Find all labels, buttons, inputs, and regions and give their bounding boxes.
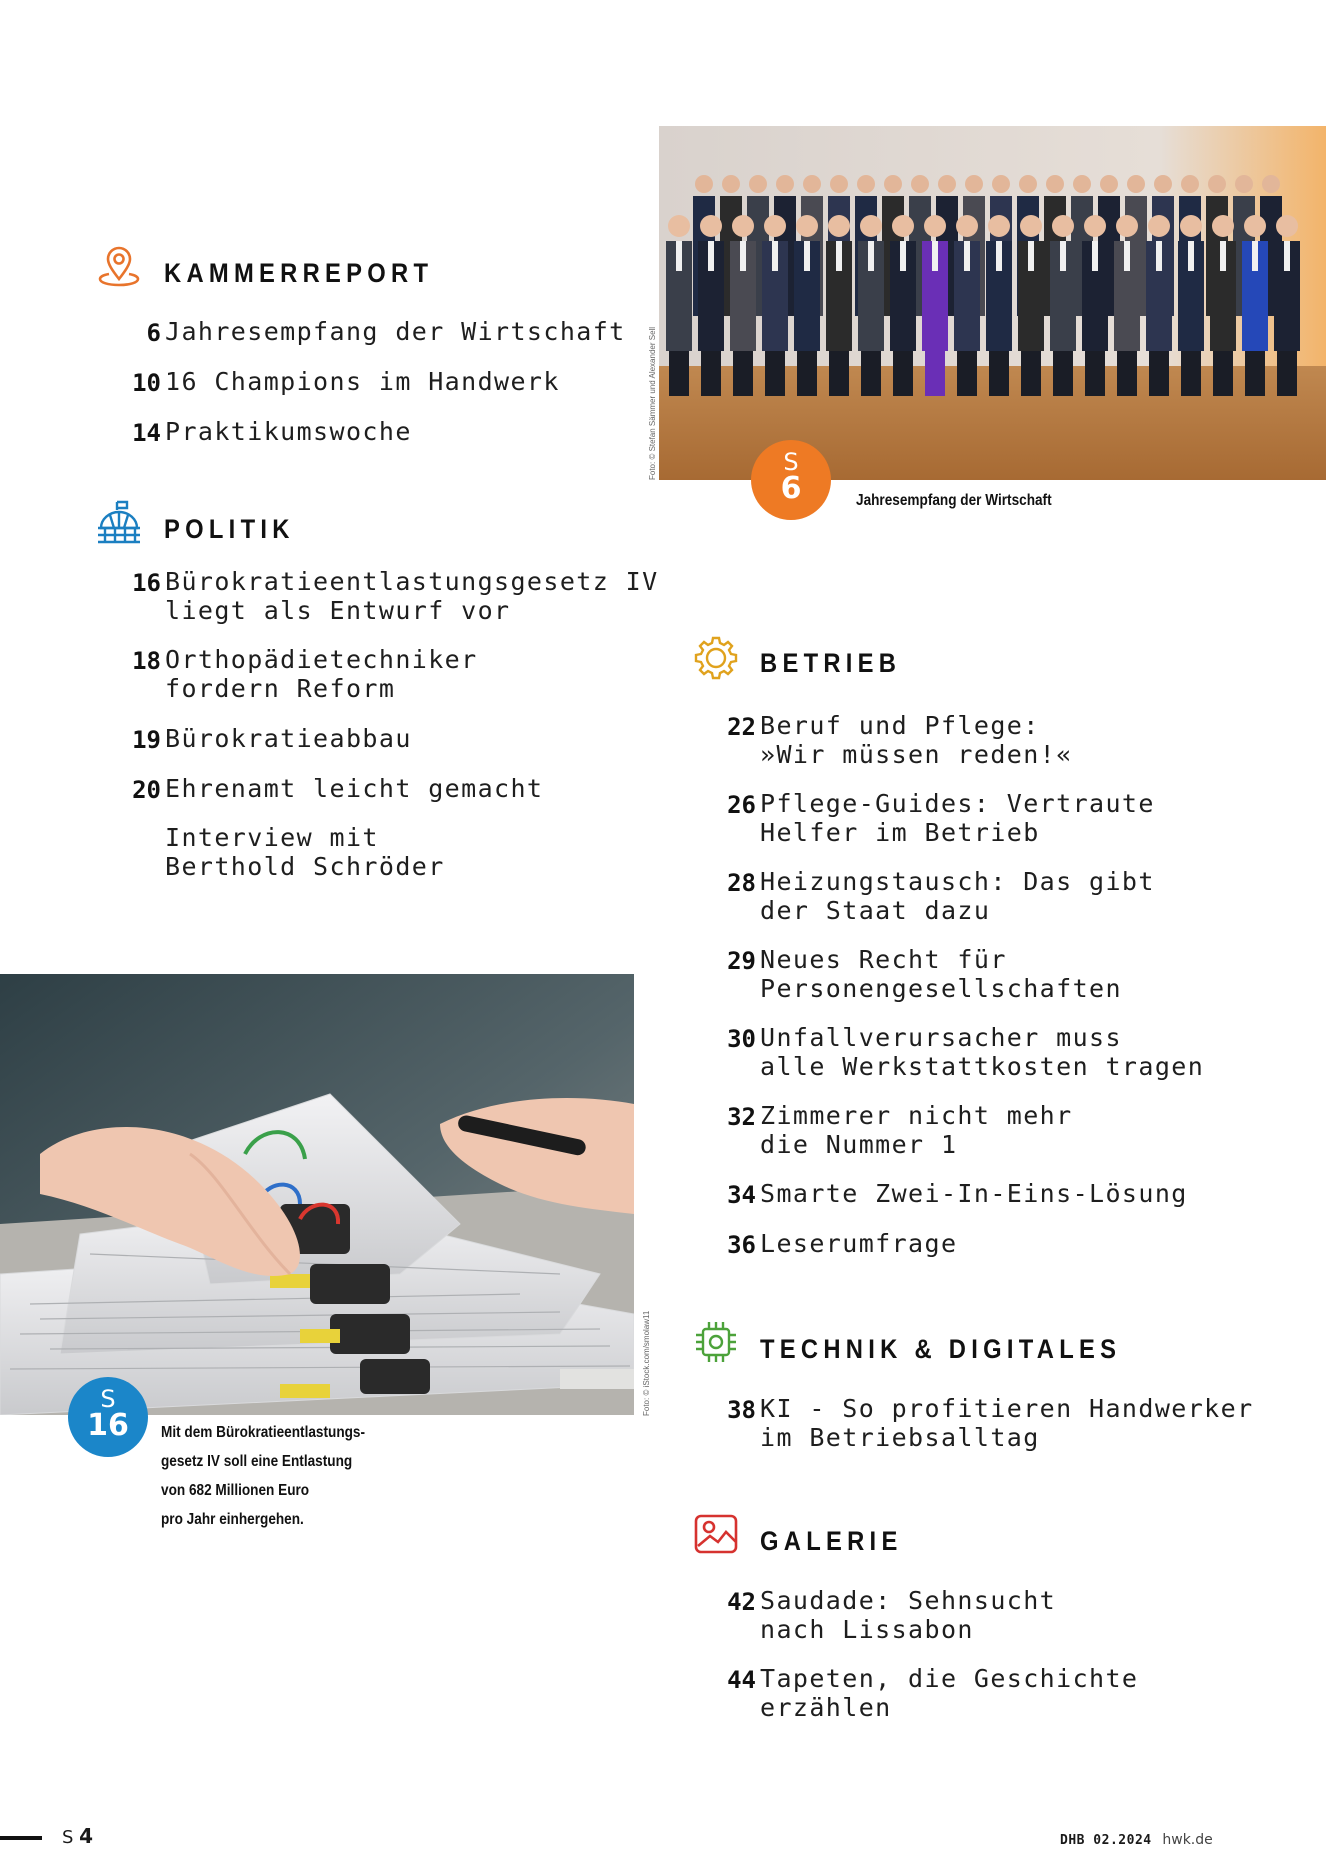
footer-page-number: 4	[79, 1824, 94, 1848]
toc-page-number: 36	[727, 1231, 756, 1259]
photo-credit-top: Foto: © Stefan Sämmer und Alexander Sell	[648, 326, 657, 480]
toc-entry-title: Tapeten, die Geschichte erzählen	[760, 1664, 1139, 1722]
section-title-kammerreport: KAMMERREPORT	[164, 258, 434, 288]
gear-icon	[692, 634, 740, 682]
toc-page-number: 14	[132, 419, 161, 447]
toc-entry-title: Neues Recht für Personengesellschaften	[760, 945, 1122, 1003]
toc-entry-title: Beruf und Pflege: »Wir müssen reden!«	[760, 711, 1073, 769]
toc-page-number: 30	[727, 1025, 756, 1053]
footer-page-indicator	[62, 1824, 93, 1848]
reception-group-photo	[659, 126, 1326, 480]
toc-page-number: 32	[727, 1103, 756, 1131]
badge-s-label: S	[783, 448, 799, 476]
photo-caption-left: Mit dem Bürokratieentlastungs- gesetz IV soll eine Entlastung von 682 Millionen Euro pro Jahr einhergehen.	[161, 1424, 366, 1528]
toc-page-number: 19	[132, 726, 161, 754]
toc-entry-title: Pflege-Guides: Vertraute Helfer im Betrieb	[760, 789, 1155, 847]
chip-icon	[692, 1318, 740, 1366]
section-title-galerie: GALERIE	[760, 1526, 903, 1556]
photo-credit-left: Foto: © iStock.com/smolaw11	[642, 1310, 651, 1416]
page-badge-s6[interactable]	[751, 440, 831, 520]
toc-entry-title: Leserumfrage	[760, 1229, 958, 1258]
footer-issue	[1060, 1830, 1213, 1848]
toc-page-number: 20	[132, 776, 161, 804]
footer-site: hwk.de	[1162, 1832, 1213, 1848]
footer-issue-label: DHB 02.2024	[1060, 1833, 1152, 1848]
toc-page-number: 16	[132, 569, 161, 597]
toc-entry-title: Bürokratieabbau	[165, 724, 412, 753]
section-title-technik: TECHNIK & DIGITALES	[760, 1334, 1122, 1364]
toc-entry-title: Orthopädietechniker fordern Reform	[165, 645, 478, 703]
toc-page-number: 38	[727, 1396, 756, 1424]
toc-entry-title: Zimmerer nicht mehr die Nummer 1	[760, 1101, 1073, 1159]
toc-page-number: 28	[727, 869, 756, 897]
toc-page-number: 18	[132, 647, 161, 675]
toc-entry-title: Saudade: Sehnsucht nach Lissabon	[760, 1586, 1057, 1644]
toc-entry-title: Jahresempfang der Wirtschaft	[165, 317, 626, 346]
toc-entry-title: Smarte Zwei-In-Eins-Lösung	[760, 1179, 1188, 1208]
badge-s-label: S	[100, 1385, 116, 1413]
footer-page-s: S	[62, 1827, 74, 1848]
toc-page-number: 10	[132, 369, 161, 397]
toc-entry-title: Ehrenamt leicht gemacht	[165, 774, 544, 803]
map-pin-icon	[95, 243, 143, 291]
section-title-politik: POLITIK	[164, 514, 295, 544]
section-title-betrieb: BETRIEB	[760, 648, 902, 678]
toc-page-number: 29	[727, 947, 756, 975]
toc-entry-title: Heizungstausch: Das gibt der Staat dazu	[760, 867, 1155, 925]
toc-page-number: 22	[727, 713, 756, 741]
badge-page-number: 6	[780, 471, 802, 506]
footer-rule	[0, 1836, 42, 1840]
image-icon	[692, 1510, 740, 1558]
toc-page-number: 26	[727, 791, 756, 819]
toc-entry-title: Interview mit Berthold Schröder	[165, 823, 445, 881]
toc-entry-title: Bürokratieentlastungsgesetz IV liegt als Entwurf vor	[165, 567, 659, 625]
toc-entry-title: 16 Champions im Handwerk	[165, 367, 560, 396]
toc-entry-title: Praktikumswoche	[165, 417, 412, 446]
toc-page-number: 6	[146, 319, 161, 347]
parliament-dome-icon	[95, 498, 143, 546]
toc-entry-title: Unfallverursacher muss alle Werkstattkosten tragen	[760, 1023, 1205, 1081]
toc-page-number: 42	[727, 1588, 756, 1616]
badge-page-number: 16	[87, 1408, 129, 1443]
paperwork-photo	[0, 974, 634, 1415]
toc-page-number: 34	[727, 1181, 756, 1209]
toc-entry-title: KI - So profitieren Handwerker im Betriebsalltag	[760, 1394, 1254, 1452]
toc-page-number: 44	[727, 1666, 756, 1694]
photo-caption-top: Jahresempfang der Wirtschaft	[856, 492, 1052, 509]
page-badge-s16[interactable]	[68, 1377, 148, 1457]
